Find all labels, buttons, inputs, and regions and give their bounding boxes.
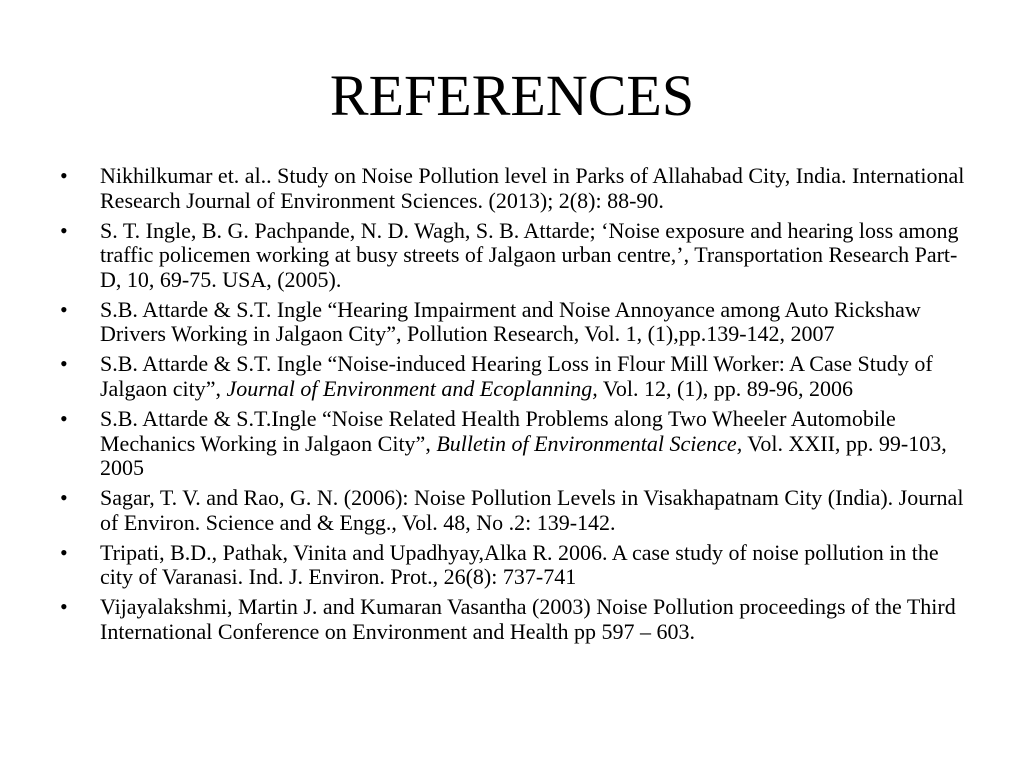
bullet-icon: •: [60, 539, 68, 565]
bullet-icon: •: [60, 351, 68, 377]
reference-volume-pages: Vol. XXII, pp. 99-103, 2005: [100, 430, 947, 481]
reference-list: [60, 164, 970, 650]
reference-item: [60, 486, 970, 535]
reference-authors-title: S.B. Attarde & S.T. Ingle “Noise-induced Hearing Loss in Flour Mill Worker: A Case Study of Jalgaon city”,: [100, 351, 933, 401]
reference-text: Sagar, T. V. and Rao, G. N. (2006): Noise Pollution Levels in Visakhapatnam City (India). Journal of Environ. Science and & Engg., Vol. 48, No .2: 139-142.: [100, 485, 964, 535]
reference-text: [100, 351, 933, 401]
reference-text: S. T. Ingle, B. G. Pachpande, N. D. Wagh, S. B. Attarde; ‘Noise exposure and hearing loss among traffic policemen working at busy streets of Jalgaon urban centre,’, Transportation Research Part-D, 10, 69-75. USA, (2005).: [100, 217, 959, 292]
reference-item: [60, 595, 970, 644]
bullet-icon: •: [60, 296, 68, 322]
reference-text: Tripati, B.D., Pathak, Vinita and Upadhyay,Alka R. 2006. A case study of noise pollution in the city of Varanasi. Ind. J. Environ. Prot., 26(8): 737-741: [100, 539, 939, 590]
bullet-icon: •: [60, 594, 68, 620]
reference-text: S.B. Attarde & S.T. Ingle “Hearing Impairment and Noise Annoyance among Auto Rickshaw Drivers Working in Jalgaon City”, Pollution Research, Vol. 1, (1),pp.139-142, 2007: [100, 296, 921, 347]
reference-text: Vijayalakshmi, Martin J. and Kumaran Vasantha (2003) Noise Pollution proceedings of the Third International Conference on Environment and Health pp 597 – 603.: [100, 594, 956, 644]
reference-item: [60, 164, 970, 213]
reference-authors-title: S.B. Attarde & S.T.Ingle “Noise Related Health Problems along Two Wheeler Automobile Mechanics Working in Jalgaon City”,: [100, 405, 896, 456]
reference-item: [60, 298, 970, 347]
reference-item: [60, 541, 970, 590]
reference-text: Nikhilkumar et. al.. Study on Noise Pollution level in Parks of Allahabad City, India. International Research Journal of Environment Sciences. (2013); 2(8): 88-90.: [100, 163, 965, 213]
bullet-icon: •: [60, 485, 68, 511]
reference-item: [60, 407, 970, 481]
slide-title: REFERENCES: [329, 63, 695, 128]
reference-item: [60, 219, 970, 293]
bullet-icon: •: [60, 217, 68, 243]
journal-name: Journal of Environment and Ecoplanning,: [226, 375, 598, 401]
reference-volume-pages: Vol. 12, (1), pp. 89-96, 2006: [597, 375, 854, 401]
bullet-icon: •: [60, 163, 68, 188]
reference-item: [60, 352, 970, 401]
reference-text: [100, 406, 947, 480]
journal-name: Bulletin of Environmental Science,: [436, 430, 743, 456]
bullet-icon: •: [60, 405, 68, 431]
